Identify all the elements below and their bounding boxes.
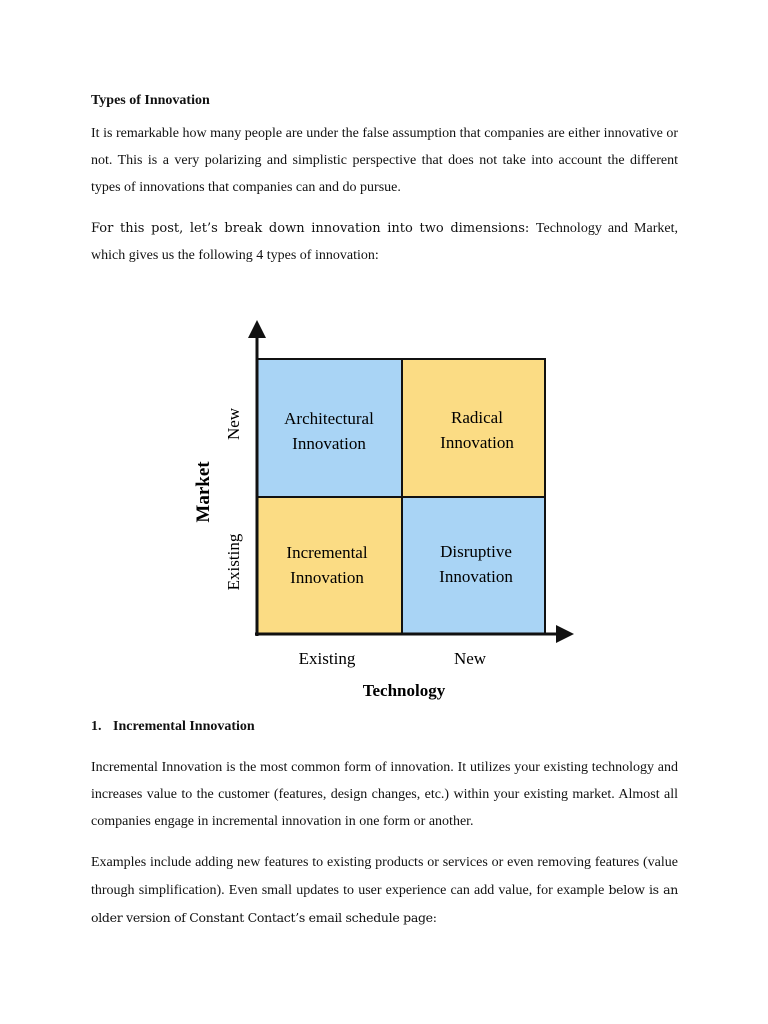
- cell-top-right-bg: [402, 359, 545, 497]
- x-axis-arrow-icon: [556, 625, 574, 643]
- y-axis-new-label: New: [224, 407, 243, 441]
- innovation-matrix-svg: [180, 310, 600, 710]
- section-heading-incremental: [91, 719, 255, 735]
- innovation-matrix-diagram: [180, 310, 600, 710]
- cell-bottom-right-bg: [402, 497, 545, 634]
- section-title: Incremental Innovation: [113, 719, 255, 734]
- cell-top-right-line1: Radical: [451, 408, 503, 427]
- examples-paragraph: [91, 849, 678, 932]
- y-axis-arrow-icon: [248, 320, 266, 338]
- section-number: 1.: [91, 719, 102, 734]
- dimensions-paragraph-start: For this post, let’s break down innovation into two dimensions:: [91, 221, 536, 236]
- dimensions-paragraph-end: Technology and Market, which gives us the following 4 types of innovation:: [91, 221, 678, 263]
- intro-paragraph: It is remarkable how many people are under the false assumption that companies are either innovative or not. This is a very polarizing and simplistic perspective that does not take into account the different types of innovations that companies can and do pursue.: [91, 126, 678, 195]
- x-axis-new-label: New: [453, 649, 487, 668]
- examples-paragraph-end: below is an older version of Constant Contact’s email schedule page:: [91, 882, 678, 925]
- examples-paragraph-start: Examples include adding new features to existing products or services or even removing features (value through simplification). Even small updates to user experience can add value, for example: [91, 855, 678, 898]
- page-heading: Types of Innovation: [91, 93, 210, 108]
- cell-bottom-left-bg: [257, 497, 402, 634]
- dimensions-paragraph: [91, 215, 678, 269]
- x-axis-existing-label: Existing: [298, 649, 356, 668]
- cell-bottom-right-line2: Innovation: [439, 567, 513, 586]
- y-axis-title: Market: [193, 461, 214, 523]
- cell-top-left-line1: Architectural: [284, 409, 374, 428]
- cell-bottom-right-line1: Disruptive: [440, 542, 512, 561]
- cell-bottom-left-line2: Innovation: [290, 568, 364, 587]
- x-axis-title: Technology: [362, 681, 446, 700]
- incremental-paragraph: Incremental Innovation is the most common form of innovation. It utilizes your existing technology and increases value to the customer (features, design changes, etc.) within your existing market. Almost all companies engage in incremental innovation in one form or another.: [91, 760, 678, 829]
- cell-top-right-line2: Innovation: [440, 433, 514, 452]
- y-axis-existing-label: Existing: [224, 533, 243, 591]
- cell-top-left-line2: Innovation: [292, 434, 366, 453]
- cell-top-left-bg: [257, 359, 402, 497]
- cell-bottom-left-line1: Incremental: [286, 543, 368, 562]
